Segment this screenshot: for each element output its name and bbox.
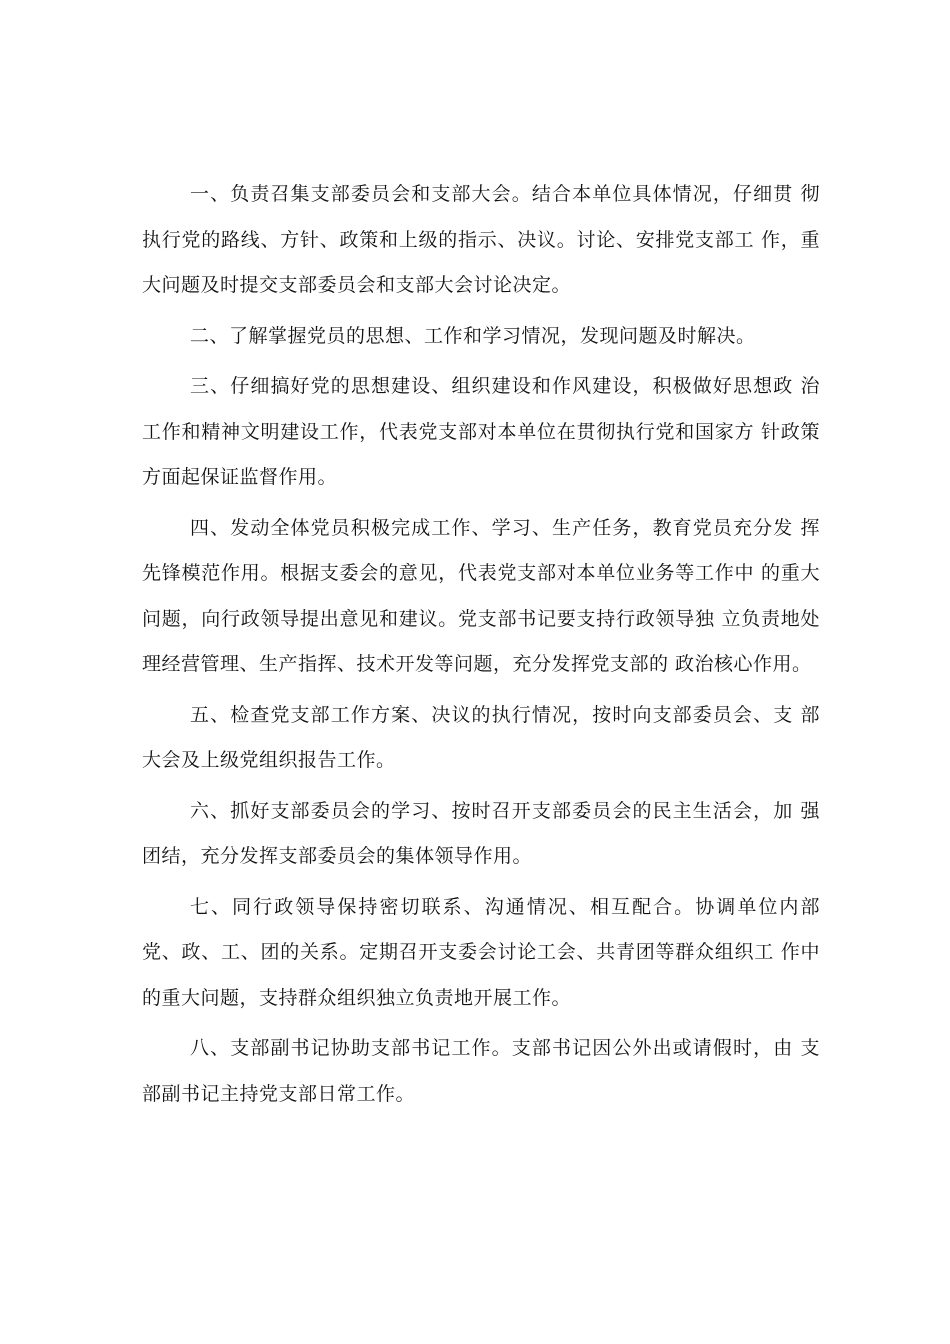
paragraph-3: 三、仔细搞好党的思想建设、组织建设和作风建设，积极做好思想政 治工作和精神文明建设工作，代表党支部对本单位在贯彻执行党和国家方 针政策方面起保证监督作用。	[142, 375, 820, 488]
paragraph-8: 八、支部副书记协助支部书记工作。支部书记因公外出或请假时，由 支部副书记主持党支部日常工作。	[142, 1037, 820, 1105]
paragraph-5: 五、检查党支部工作方案、决议的执行情况，按时向支部委员会、支 部大会及上级党组织报告工作。	[142, 703, 820, 771]
paragraph-7: 七、同行政领导保持密切联系、沟通情况、相互配合。协调单位内部 党、政、工、团的关系。定期召开支委会讨论工会、共青团等群众组织工 作中的重大问题，支持群众组织独立负责地开展工作。	[142, 895, 820, 1009]
paragraph-2: 二、了解掌握党员的思想、工作和学习情况，发现问题及时解决。	[190, 324, 756, 347]
paragraph-4: 四、发动全体党员积极完成工作、学习、生产任务，教育党员充分发 挥先锋模范作用。根据支委会的意见，代表党支部对本单位业务等工作中 的重大问题，向行政领导提出意见和建议。党支部书记要支持行政领导独 立负责地处理经营管理、生产指挥、技术开发等问题，充分发挥党支部的 政治核心作用。	[142, 516, 820, 675]
document-body	[142, 172, 820, 1122]
paragraph-6: 六、抓好支部委员会的学习、按时召开支部委员会的民主生活会，加 强团结，充分发挥支部委员会的集体领导作用。	[142, 799, 820, 867]
paragraph-1: 一、负责召集支部委员会和支部大会。结合本单位具体情况，仔细贯 彻执行党的路线、方针、政策和上级的指示、决议。讨论、安排党支部工 作，重大问题及时提交支部委员会和支部大会讨论决定。	[142, 183, 820, 296]
